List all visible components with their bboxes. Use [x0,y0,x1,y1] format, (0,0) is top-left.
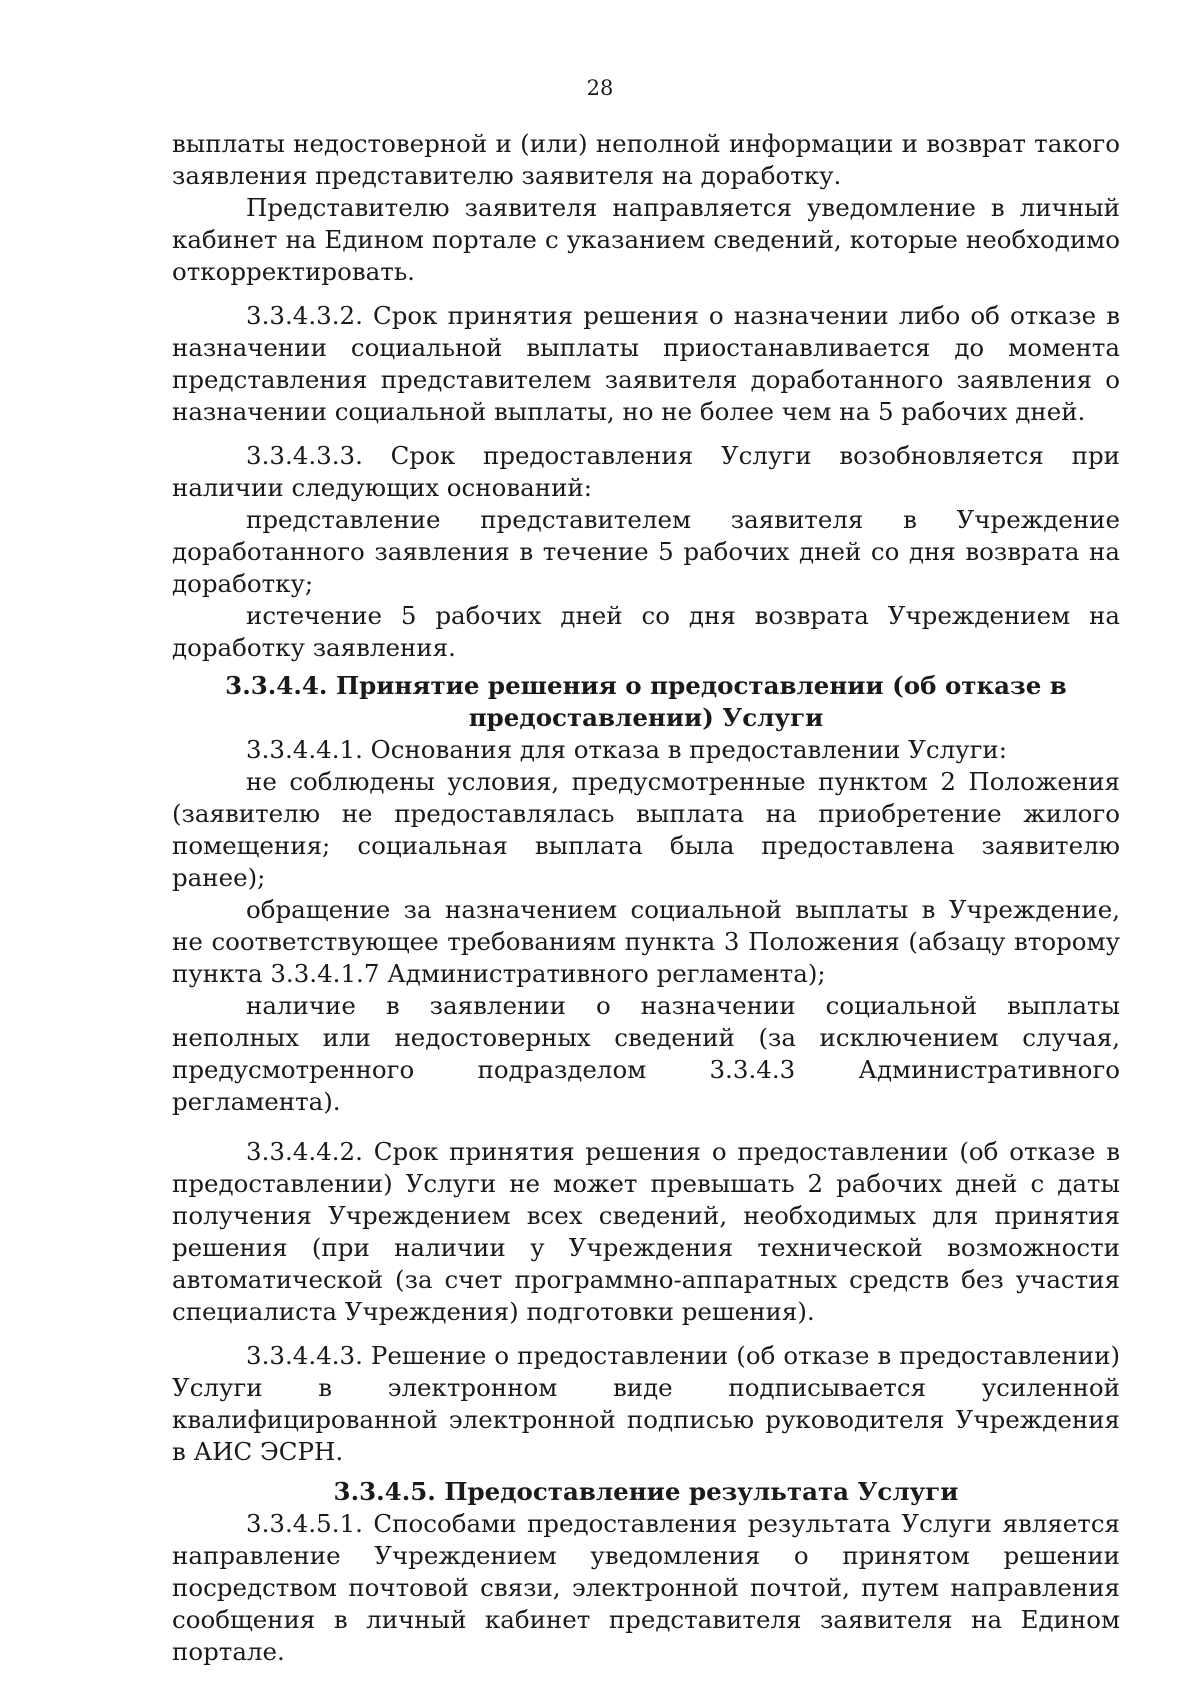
section-heading-3-3-4-5: 3.3.4.5. Предоставление результата Услуги [333,1477,959,1506]
paragraph-basis-1: представление представителем заявителя в Учреждение доработанного заявления в течение 5 рабочих дней со дня возврата на доработку; [172,505,1120,598]
document-body [172,128,1120,1668]
paragraph-refusal-3: наличие в заявлении о назначении социальной выплаты неполных или недостоверных сведений (за исключением случая, предусмотренного подразделом 3.3.4.3 Административного регламента). [172,991,1120,1116]
paragraph-refusal-2: обращение за назначением социальной выплаты в Учреждение, не соответствующее требованиям пункта 3 Положения (абзацу второму пункта 3.3.4.1.7 Административного регламента); [172,895,1120,988]
paragraph-basis-2: истечение 5 рабочих дней со дня возврата Учреждением на доработку заявления. [172,601,1120,662]
page-number: 28 [586,76,614,100]
paragraph-3-3-4-3-2: 3.3.4.3.2. Срок принятия решения о назначении либо об отказе в назначении социальной выплаты приостанавливается до момента представления представителем заявителя доработанного заявления о назначении социальной выплаты, но не более чем на 5 рабочих дней. [172,301,1120,426]
paragraph-notification: Представителю заявителя направляется уведомление в личный кабинет на Едином портале с указанием сведений, которые необходимо откорректировать. [172,193,1120,286]
paragraph-refusal-1: не соблюдены условия, предусмотренные пунктом 2 Положения (заявителю не предоставлялась выплата на приобретение жилого помещения; социальная выплата была предоставлена заявителю ранее); [172,767,1120,892]
paragraph-continuation: выплаты недостоверной и (или) неполной информации и возврат такого заявления представителю заявителя на доработку. [172,129,1120,190]
paragraph-3-3-4-3-3: 3.3.4.3.3. Срок предоставления Услуги возобновляется при наличии следующих оснований: [172,441,1120,502]
section-heading-3-3-4-4: 3.3.4.4. Принятие решения о предоставлении (об отказе в предоставлении) Услуги [225,671,1067,732]
paragraph-3-3-4-4-3: 3.3.4.4.3. Решение о предоставлении (об отказе в предоставлении) Услуги в электронном виде подписывается усиленной квалифицированной электронной подписью руководителя Учреждения в АИС ЭСРН. [172,1341,1120,1466]
paragraph-3-3-4-5-1: 3.3.4.5.1. Способами предоставления результата Услуги является направление Учреждением уведомления о принятом решении посредством почтовой связи, электронной почтой, путем направления сообщения в личный кабинет представителя заявителя на Едином портале. [172,1509,1120,1666]
paragraph-3-3-4-4-1: 3.3.4.4.1. Основания для отказа в предоставлении Услуги: [246,735,1007,764]
paragraph-3-3-4-4-2: 3.3.4.4.2. Срок принятия решения о предоставлении (об отказе в предоставлении) Услуги не может превышать 2 рабочих дней с даты получения Учреждением всех сведений, необходимых для принятия решения (при наличии у Учреждения технической возможности автоматической (за счет программно-аппаратных средств без участия специалиста Учреждения) подготовки решения). [172,1137,1120,1326]
